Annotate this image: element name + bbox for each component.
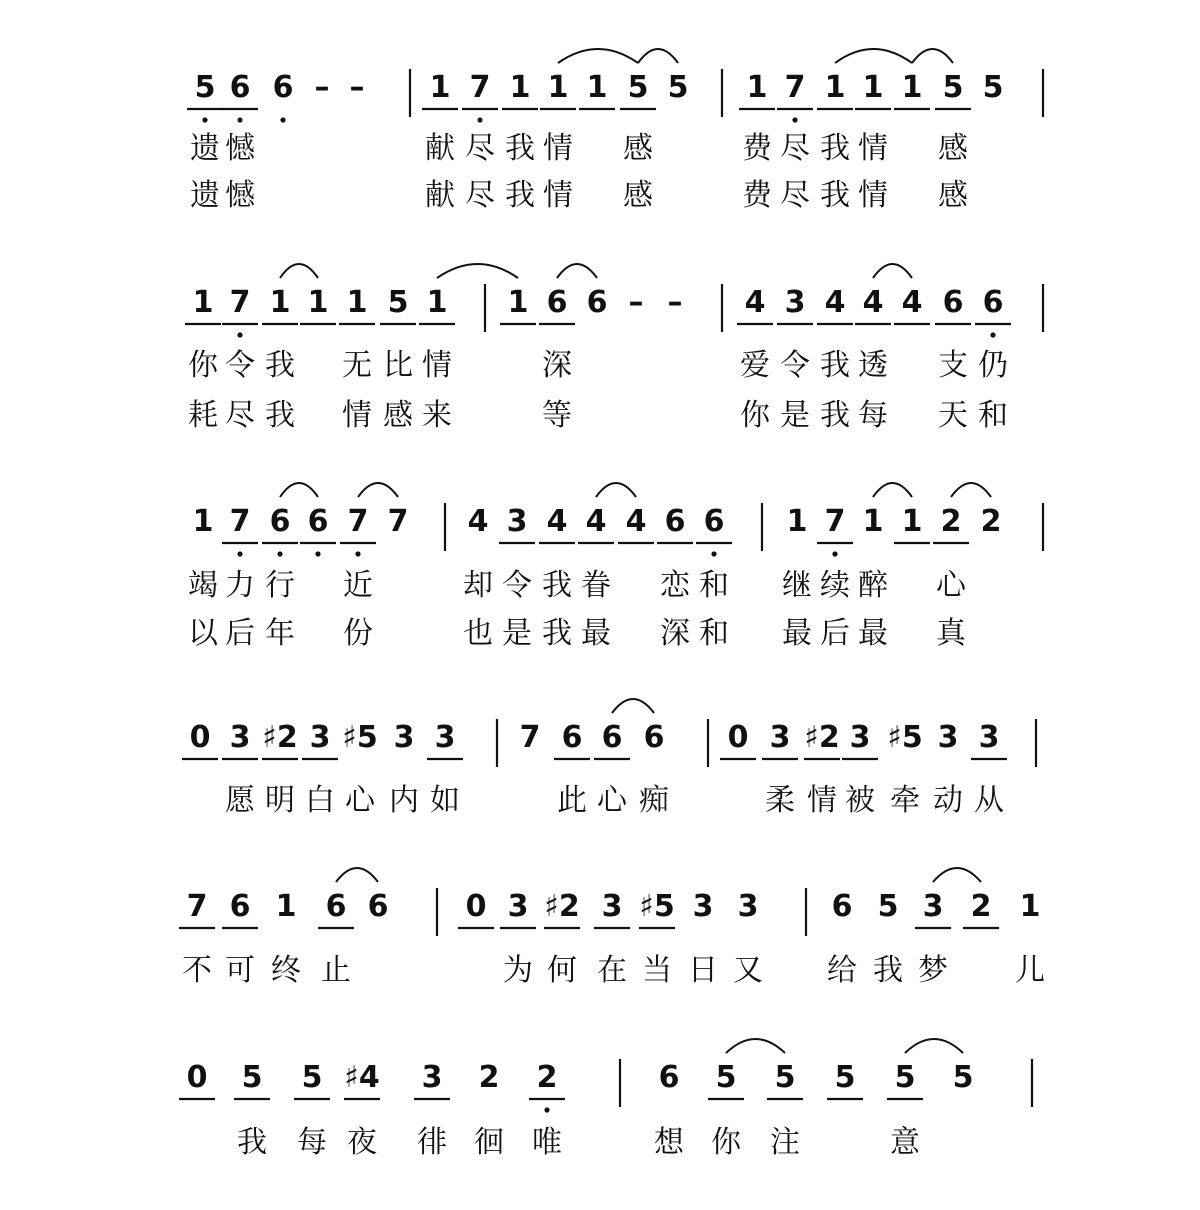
slur [905, 1039, 963, 1053]
note: 7 [387, 504, 409, 539]
lyric-char: 当 [642, 953, 672, 988]
lyric-char: 爱 [740, 348, 770, 383]
note: 1 [275, 889, 297, 924]
lyric-char: 恋 [660, 568, 690, 603]
lyric-char: 给 [827, 953, 857, 988]
lyric-char: 费 [742, 131, 772, 166]
note: 1 [269, 285, 291, 320]
note: – [667, 285, 683, 320]
lyric-char: 明 [265, 783, 295, 818]
slur [726, 1039, 785, 1053]
lyric-char: 情 [807, 783, 837, 818]
note: 7 [469, 70, 491, 105]
lyric-char: 来 [422, 398, 452, 433]
note: 4 [546, 504, 568, 539]
slur [358, 483, 398, 497]
octave-dot [544, 1107, 549, 1112]
note: 1 [547, 70, 569, 105]
lyric-char: 献 [425, 178, 455, 213]
lyric-char: 透 [858, 348, 888, 383]
lyric-char: 真 [936, 616, 966, 651]
lyric-char: 夜 [347, 1125, 377, 1160]
slur [596, 483, 636, 497]
lyric-char: 我 [237, 1125, 267, 1160]
slur [873, 264, 912, 278]
note: 6 [272, 70, 294, 105]
note: 5 [667, 70, 689, 105]
note: 3 [421, 1060, 443, 1095]
lyric-char: 我 [542, 616, 572, 651]
lyric-char: 续 [820, 568, 850, 603]
lyric-char: 心 [345, 783, 375, 818]
note: ♯2 [262, 720, 298, 755]
lyric-char: 感 [623, 178, 653, 213]
note: 5 [877, 889, 899, 924]
note: 3 [393, 720, 415, 755]
lyric-char: 我 [542, 568, 572, 603]
lyric-char: 徘 [417, 1125, 447, 1160]
octave-dot [237, 551, 242, 556]
lyric-char: 痴 [639, 783, 669, 818]
slur [557, 264, 597, 278]
note: 5 [301, 1060, 323, 1095]
lyric-char: 最 [782, 616, 812, 651]
note: 3 [784, 285, 806, 320]
note: 0 [727, 720, 749, 755]
lyric-char: 令 [502, 568, 532, 603]
note: 3 [506, 504, 528, 539]
note: 6 [703, 504, 725, 539]
lyric-char: 每 [297, 1125, 327, 1160]
lyric-char: 我 [820, 178, 850, 213]
note: 1 [786, 504, 808, 539]
slur [280, 483, 318, 497]
lyric-char: 后 [225, 616, 255, 651]
note: 4 [862, 285, 884, 320]
lyric-char: 尽 [780, 131, 810, 166]
lyric-char: 仍 [978, 348, 1008, 383]
slur [835, 49, 912, 63]
note: 6 [325, 889, 347, 924]
note: 2 [980, 504, 1002, 539]
lyric-char: 我 [505, 131, 535, 166]
note: 1 [824, 70, 846, 105]
lyric-char: 遗 [190, 178, 220, 213]
note: 7 [347, 504, 369, 539]
lyric-char: 行 [265, 568, 295, 603]
lyric-char: 我 [820, 131, 850, 166]
note: 3 [434, 720, 456, 755]
slur [280, 264, 318, 278]
lyric-char: 比 [383, 348, 413, 383]
note: 3 [601, 889, 623, 924]
lyric-char: 等 [542, 398, 572, 433]
lyric-char: 近 [343, 568, 373, 603]
note: 6 [229, 70, 251, 105]
note: 6 [982, 285, 1004, 320]
note: 5 [982, 70, 1004, 105]
note: 1 [509, 70, 531, 105]
lyric-char: 我 [505, 178, 535, 213]
note: 0 [465, 889, 487, 924]
note: ♯5 [639, 889, 675, 924]
lyric-char: 情 [422, 348, 452, 383]
lyric-char: 天 [938, 398, 968, 433]
note: 4 [824, 285, 846, 320]
octave-dot [280, 117, 285, 122]
note: 1 [346, 285, 368, 320]
note: 7 [229, 285, 251, 320]
note: 4 [744, 285, 766, 320]
note: – [314, 70, 330, 105]
octave-dot [477, 117, 482, 122]
note: 6 [643, 720, 665, 755]
lyric-char: 力 [225, 568, 255, 603]
note: 1 [901, 504, 923, 539]
lyric-char: 如 [430, 783, 460, 818]
lyric-char: 情 [543, 131, 573, 166]
slur [933, 868, 981, 882]
lyric-char: 心 [936, 568, 966, 603]
note: 5 [194, 70, 216, 105]
note: 5 [774, 1060, 796, 1095]
octave-dot [792, 117, 797, 122]
lyric-char: 献 [425, 131, 455, 166]
note: 6 [831, 889, 853, 924]
note: 5 [834, 1060, 856, 1095]
note: 3 [849, 720, 871, 755]
lyric-char: 感 [623, 131, 653, 166]
lyric-char: 心 [597, 783, 627, 818]
slur [612, 699, 654, 713]
octave-dot [355, 551, 360, 556]
lyric-char: 又 [733, 953, 763, 988]
lyric-char: 我 [873, 953, 903, 988]
lyric-char: 从 [974, 783, 1004, 818]
note: 7 [186, 889, 208, 924]
lyric-char: 令 [780, 348, 810, 383]
note: 3 [507, 889, 529, 924]
note: 4 [467, 504, 489, 539]
note: 1 [901, 70, 923, 105]
note: 2 [478, 1060, 500, 1095]
note: 1 [307, 285, 329, 320]
note: 5 [894, 1060, 916, 1095]
lyric-char: 被 [845, 783, 875, 818]
note: 3 [978, 720, 1000, 755]
lyric-char: 我 [265, 348, 295, 383]
note: 5 [715, 1060, 737, 1095]
lyric-char: 我 [820, 398, 850, 433]
note: 7 [229, 504, 251, 539]
lyric-char: 你 [711, 1125, 741, 1160]
lyric-char: 尽 [465, 178, 495, 213]
note: ♯5 [342, 720, 378, 755]
lyric-char: 情 [342, 398, 372, 433]
lyric-char: 每 [858, 398, 888, 433]
lyric-char: 止 [321, 953, 351, 988]
note: 6 [664, 504, 686, 539]
lyric-char: 徊 [474, 1125, 504, 1160]
lyric-char: 情 [858, 178, 888, 213]
lyric-char: 费 [742, 178, 772, 213]
lyric-char: 愿 [225, 783, 255, 818]
lyric-char: 何 [547, 953, 577, 988]
lyric-char: 梦 [918, 953, 948, 988]
note: 2 [970, 889, 992, 924]
slur [437, 264, 518, 278]
lyric-char: 为 [503, 953, 533, 988]
lyric-char: 后 [820, 616, 850, 651]
lyric-char: 我 [820, 348, 850, 383]
lyric-char: 令 [225, 348, 255, 383]
lyric-char: 动 [933, 783, 963, 818]
lyric-char: 是 [780, 398, 810, 433]
note: 4 [625, 504, 647, 539]
lyric-char: 尽 [465, 131, 495, 166]
note: ♯2 [804, 720, 840, 755]
lyric-char: 却 [463, 568, 493, 603]
lyric-char: 日 [688, 953, 718, 988]
lyric-char: 眷 [581, 568, 611, 603]
note: 5 [387, 285, 409, 320]
octave-dot [832, 551, 837, 556]
note: – [628, 285, 644, 320]
note: ♯2 [544, 889, 580, 924]
octave-dot [237, 117, 242, 122]
note: 1 [429, 70, 451, 105]
note: 7 [519, 720, 541, 755]
lyric-char: 和 [699, 568, 729, 603]
lyric-char: 感 [938, 131, 968, 166]
note: 3 [309, 720, 331, 755]
note: ♯5 [887, 720, 923, 755]
lyric-char: 柔 [765, 783, 795, 818]
note: 7 [784, 70, 806, 105]
note: 6 [586, 285, 608, 320]
lyric-char: 深 [660, 616, 690, 651]
note: 6 [942, 285, 964, 320]
lyric-char: 情 [858, 131, 888, 166]
note: 0 [186, 1060, 208, 1095]
note: 6 [229, 889, 251, 924]
octave-dot [990, 332, 995, 337]
note: 6 [307, 504, 329, 539]
note: 1 [192, 504, 214, 539]
lyric-char: 份 [343, 616, 373, 651]
lyric-char: 和 [978, 398, 1008, 433]
note: 2 [536, 1060, 558, 1095]
lyric-char: 憾 [225, 131, 255, 166]
lyric-char: 不 [182, 953, 212, 988]
note: 1 [192, 285, 214, 320]
note: 1 [862, 70, 884, 105]
lyric-char: 是 [502, 616, 532, 651]
octave-dot [277, 551, 282, 556]
note: 4 [901, 285, 923, 320]
note: 6 [367, 889, 389, 924]
note: 1 [1019, 889, 1041, 924]
lyric-char: 遗 [190, 131, 220, 166]
lyric-char: 唯 [532, 1125, 562, 1160]
octave-dot [202, 117, 207, 122]
note: – [349, 70, 365, 105]
lyric-char: 在 [597, 953, 627, 988]
lyric-char: 我 [265, 398, 295, 433]
note: 3 [769, 720, 791, 755]
lyric-char: 儿 [1015, 953, 1045, 988]
lyric-char: 终 [271, 953, 301, 988]
note: 2 [940, 504, 962, 539]
lyric-char: 无 [342, 348, 372, 383]
note: 1 [426, 285, 448, 320]
note: 6 [561, 720, 583, 755]
lyric-char: 牵 [890, 783, 920, 818]
lyric-char: 年 [265, 616, 295, 651]
note: 5 [241, 1060, 263, 1095]
lyric-char: 你 [188, 348, 218, 383]
slur [873, 483, 912, 497]
lyric-char: 深 [542, 348, 572, 383]
note: 5 [627, 70, 649, 105]
lyric-char: 尽 [780, 178, 810, 213]
lyric-char: 也 [463, 616, 493, 651]
note: 5 [942, 70, 964, 105]
note: 6 [269, 504, 291, 539]
lyric-char: 内 [389, 783, 419, 818]
note: 3 [922, 889, 944, 924]
lyric-char: 继 [782, 568, 812, 603]
lyric-char: 竭 [188, 568, 218, 603]
lyric-char: 你 [740, 398, 770, 433]
slur [912, 49, 953, 63]
note: 1 [586, 70, 608, 105]
lyric-char: 此 [557, 783, 587, 818]
slur [336, 868, 378, 882]
note: 3 [937, 720, 959, 755]
note: 6 [658, 1060, 680, 1095]
lyric-char: 憾 [225, 178, 255, 213]
octave-dot [711, 551, 716, 556]
note: 3 [229, 720, 251, 755]
note: 7 [824, 504, 846, 539]
lyric-char: 醉 [858, 568, 888, 603]
note: 6 [546, 285, 568, 320]
note: 3 [737, 889, 759, 924]
lyric-char: 注 [770, 1125, 800, 1160]
note: 3 [692, 889, 714, 924]
slur [638, 49, 678, 63]
lyric-char: 耗 [188, 398, 218, 433]
lyric-char: 想 [654, 1125, 684, 1160]
lyric-char: 支 [938, 348, 968, 383]
lyric-char: 情 [543, 178, 573, 213]
note: 6 [601, 720, 623, 755]
note: 5 [952, 1060, 974, 1095]
lyric-char: 最 [858, 616, 888, 651]
note: 1 [746, 70, 768, 105]
lyric-char: 意 [890, 1125, 920, 1160]
lyric-char: 以 [188, 616, 218, 651]
lyric-char: 白 [305, 783, 335, 818]
note: 1 [862, 504, 884, 539]
octave-dot [315, 551, 320, 556]
note: 4 [585, 504, 607, 539]
lyric-char: 感 [383, 398, 413, 433]
lyric-char: 最 [581, 616, 611, 651]
slur [951, 483, 991, 497]
lyric-char: 可 [225, 953, 255, 988]
note: 0 [189, 720, 211, 755]
lyric-char: 感 [938, 178, 968, 213]
note: ♯4 [344, 1060, 380, 1095]
slur [558, 49, 638, 63]
lyric-char: 和 [699, 616, 729, 651]
note: 1 [507, 285, 529, 320]
lyric-char: 尽 [225, 398, 255, 433]
octave-dot [237, 332, 242, 337]
